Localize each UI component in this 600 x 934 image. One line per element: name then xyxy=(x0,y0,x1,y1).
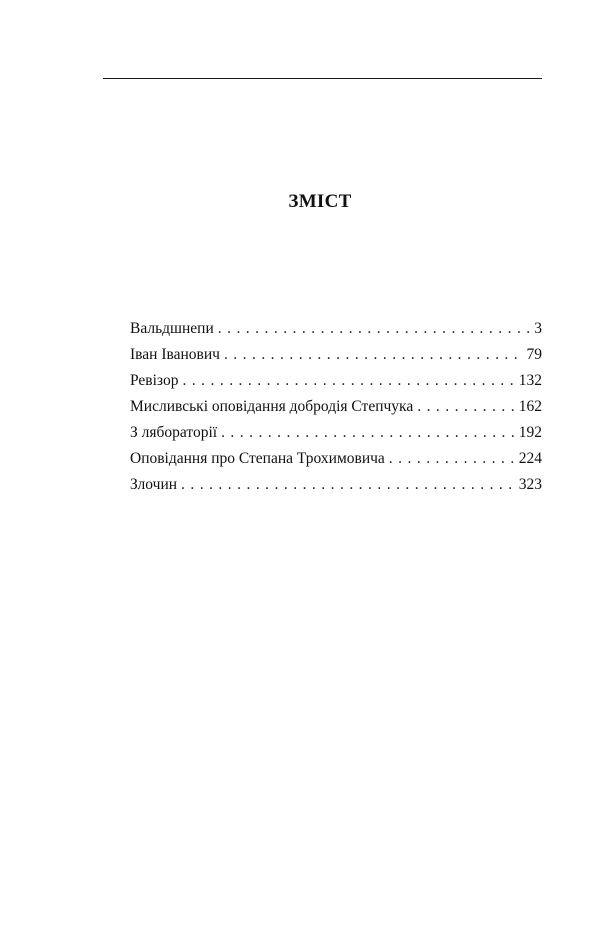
toc-entry-title: Оповідання про Степана Трохимовича xyxy=(130,450,385,467)
toc-entry-title: Ревізор xyxy=(130,372,179,389)
dot-leader xyxy=(221,420,515,446)
toc-entry-title: Вальдшнепи xyxy=(130,320,214,337)
toc-entry-page: 132 xyxy=(518,372,542,389)
toc-entry-page: 323 xyxy=(518,476,542,493)
dot-leader xyxy=(417,394,515,420)
page-title: ЗМІСТ xyxy=(288,191,352,212)
toc-entry[interactable] xyxy=(130,472,542,498)
dot-leader xyxy=(389,446,515,472)
toc-entry-title: Злочин xyxy=(130,476,178,493)
header-rule xyxy=(103,78,542,79)
toc-entry[interactable] xyxy=(130,446,542,472)
toc-entry-page: 162 xyxy=(518,398,542,415)
toc-entry-title: З лябораторії xyxy=(130,424,218,441)
table-of-contents xyxy=(130,316,542,498)
dot-leader xyxy=(224,342,523,368)
toc-entry[interactable] xyxy=(130,394,542,420)
toc-entry[interactable] xyxy=(130,368,542,394)
toc-entry-title: Мисливські оповідання добродія Степчука xyxy=(130,398,414,415)
dot-leader xyxy=(181,472,515,498)
toc-entry-page: 224 xyxy=(518,450,542,467)
toc-entry[interactable] xyxy=(130,342,542,368)
dot-leader xyxy=(182,368,514,394)
toc-entry-page: 192 xyxy=(518,424,542,441)
toc-entry[interactable] xyxy=(130,316,542,342)
toc-entry[interactable] xyxy=(130,420,542,446)
toc-entry-page: 3 xyxy=(534,320,542,337)
toc-entry-page: 79 xyxy=(526,346,542,363)
toc-entry-title: Іван Іванович xyxy=(130,346,220,363)
dot-leader xyxy=(218,316,531,342)
